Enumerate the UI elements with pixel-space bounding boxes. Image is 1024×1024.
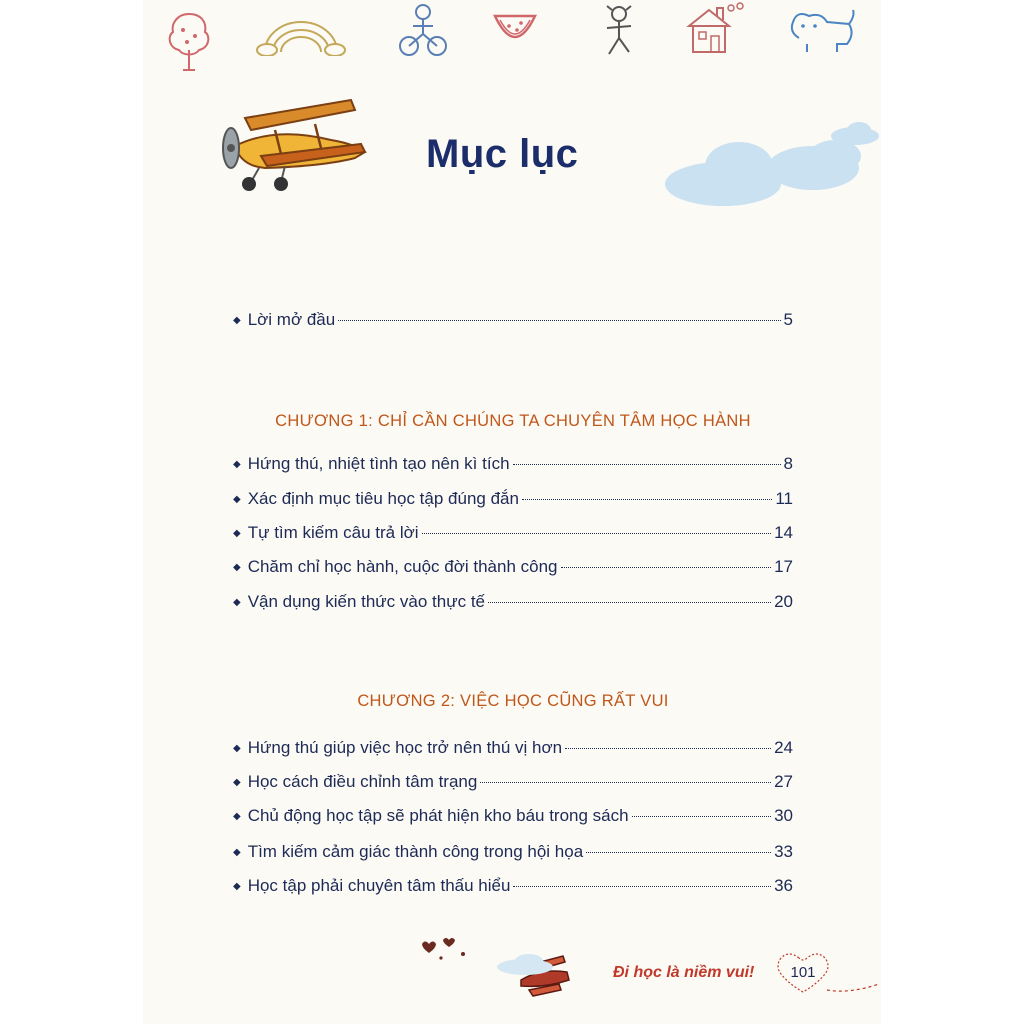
- diamond-bullet-icon: ◆: [233, 881, 241, 892]
- heart-icon: [421, 934, 471, 964]
- diamond-bullet-icon: ◆: [233, 459, 241, 470]
- rainbow-icon: [255, 12, 347, 56]
- toc-entry: [233, 738, 793, 764]
- toc-entry-label: Lời mở đầu: [247, 310, 336, 329]
- toc-entry: [233, 842, 793, 868]
- dot-leader: [488, 602, 771, 603]
- cyclist-icon: [395, 2, 451, 58]
- house-icon: [683, 2, 749, 54]
- toc-entry-label: Hứng thú, nhiệt tình tạo nên kì tích: [247, 454, 510, 473]
- diamond-bullet-icon: ◆: [233, 315, 241, 326]
- toc-entry-label: Học cách điều chỉnh tâm trạng: [247, 772, 478, 791]
- dot-leader: [561, 567, 772, 568]
- chapter-heading: CHƯƠNG 1: CHỈ CẦN CHÚNG TA CHUYÊN TÂM HỌC HÀNH: [275, 412, 751, 430]
- dot-leader: [513, 886, 771, 887]
- toc-entry: [233, 876, 793, 902]
- toc-entry-page: 17: [774, 557, 793, 576]
- toc-entry: [233, 523, 793, 549]
- diamond-bullet-icon: ◆: [233, 847, 241, 858]
- cloud-icon: [829, 120, 881, 146]
- toc-entry-label: Chủ động học tập sẽ phát hiện kho báu trong sách: [247, 806, 629, 825]
- toc-entry: [233, 454, 793, 480]
- toc-entry-page: 36: [774, 876, 793, 895]
- dog-icon: [787, 8, 857, 54]
- toc-entry: [233, 557, 793, 583]
- page-number: 101: [790, 964, 816, 981]
- dot-leader: [480, 782, 771, 783]
- diamond-bullet-icon: ◆: [233, 811, 241, 822]
- dot-leader: [422, 533, 772, 534]
- diamond-bullet-icon: ◆: [233, 597, 241, 608]
- dot-leader: [586, 852, 771, 853]
- dot-leader: [513, 464, 781, 465]
- toc-entry-page: 8: [783, 454, 793, 473]
- toc-entry-label: Học tập phải chuyên tâm thấu hiểu: [247, 876, 511, 895]
- toc-entry-page: 24: [774, 738, 793, 757]
- toc-entry-page: 27: [774, 772, 793, 791]
- chapter-heading: CHƯƠNG 2: VIỆC HỌC CŨNG RẤT VUI: [357, 692, 669, 710]
- book-page: [143, 0, 881, 1024]
- biplane-icon: [205, 96, 371, 194]
- toc-entry-label: Hứng thú giúp việc học trở nên thú vị hơn: [247, 738, 563, 757]
- diamond-bullet-icon: ◆: [233, 494, 241, 505]
- dot-leader: [338, 320, 780, 321]
- girl-icon: [595, 2, 643, 60]
- toc-entry-label: Tự tìm kiếm câu trả lời: [247, 523, 419, 542]
- toc-entry-page: 14: [774, 523, 793, 542]
- footer-slogan: Đi học là niềm vui!: [613, 964, 755, 981]
- watermelon-icon: [491, 10, 539, 50]
- toc-entry-page: 30: [774, 806, 793, 825]
- diamond-bullet-icon: ◆: [233, 528, 241, 539]
- diamond-bullet-icon: ◆: [233, 562, 241, 573]
- toc-entry: [233, 592, 793, 618]
- toc-entry-label: Tìm kiếm cảm giác thành công trong hội họa: [247, 842, 584, 861]
- diamond-bullet-icon: ◆: [233, 777, 241, 788]
- toc-entry-page: 5: [783, 310, 793, 329]
- tree-icon: [163, 10, 215, 72]
- dot-leader: [522, 499, 772, 500]
- toc-entry: [233, 806, 793, 832]
- dot-leader: [632, 816, 771, 817]
- dot-leader: [565, 748, 771, 749]
- toc-entry-page: 33: [774, 842, 793, 861]
- page-title: Mục lục: [426, 132, 579, 176]
- toc-entry-label: Xác định mục tiêu học tập đúng đắn: [247, 489, 519, 508]
- toc-entry: [233, 489, 793, 515]
- toc-entry-page: 20: [774, 592, 793, 611]
- toc-entry-label: Chăm chỉ học hành, cuộc đời thành công: [247, 557, 558, 576]
- diamond-bullet-icon: ◆: [233, 743, 241, 754]
- toc-entry-label: Vận dụng kiến thức vào thực tế: [247, 592, 485, 611]
- toc-entry-page: 11: [775, 489, 793, 508]
- cloud-icon: [495, 952, 555, 976]
- toc-entry-intro: [233, 310, 793, 336]
- toc-entry: [233, 772, 793, 798]
